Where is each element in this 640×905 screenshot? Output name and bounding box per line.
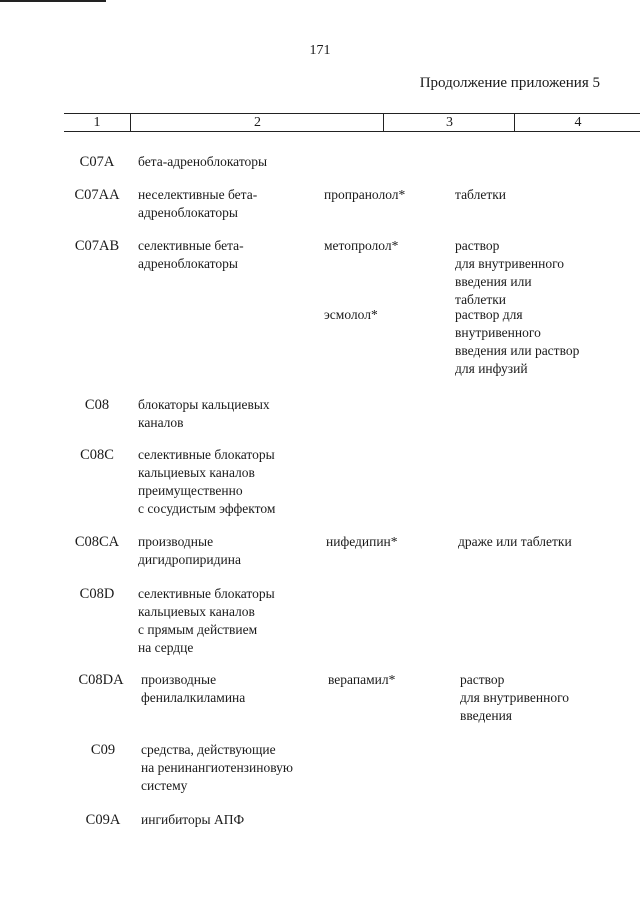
atc-code: C08CA bbox=[74, 534, 120, 550]
group-name: селективные блокаторы кальциевых каналов с прямым действием на сердце bbox=[138, 586, 275, 655]
group-name: производные фенилалкиламина bbox=[141, 672, 246, 705]
atc-code: C08 bbox=[84, 397, 110, 413]
atc-code: C08D bbox=[79, 586, 115, 602]
dosage-form: таблетки bbox=[455, 187, 507, 202]
dosage-form: раствор для внутривенного введения bbox=[460, 672, 570, 723]
column-header-3: 3 bbox=[383, 114, 515, 131]
group-name: производные дигидропиридина bbox=[138, 534, 241, 567]
group-name: блокаторы кальциевых каналов bbox=[138, 397, 270, 430]
column-header-1: 1 bbox=[93, 115, 101, 130]
group-name: селективные блокаторы кальциевых каналов преимущественно с сосудистым эффектом bbox=[138, 447, 276, 516]
table-column-header bbox=[64, 113, 640, 132]
atc-code: C08C bbox=[80, 447, 114, 463]
drug-name: нифедипин* bbox=[326, 534, 398, 549]
column-header-4: 4 bbox=[514, 114, 640, 131]
dosage-form: раствор для внутривенного введения или таблетки bbox=[455, 238, 565, 307]
dosage-form: раствор для внутривенного введения или раствор для инфузий bbox=[455, 307, 580, 376]
page-number: 171 bbox=[309, 43, 331, 58]
drug-name: метопролол* bbox=[324, 238, 399, 253]
dosage-form: драже или таблетки bbox=[458, 534, 572, 549]
atc-code: C07AB bbox=[74, 238, 120, 254]
drug-name: пропранолол* bbox=[324, 187, 406, 202]
group-name: бета-адреноблокаторы bbox=[138, 154, 268, 169]
corner-rule bbox=[0, 0, 106, 2]
drug-name: эсмолол* bbox=[324, 307, 378, 322]
drug-name: верапамил* bbox=[328, 672, 396, 687]
group-name: ингибиторы АПФ bbox=[141, 812, 245, 827]
atc-code: C09A bbox=[85, 812, 121, 828]
atc-code: C09 bbox=[90, 742, 116, 758]
group-name: селективные бета- адреноблокаторы bbox=[138, 238, 244, 271]
atc-code: C07A bbox=[79, 154, 115, 170]
column-header-2: 2 bbox=[130, 114, 384, 131]
group-name: неселективные бета- адреноблокаторы bbox=[138, 187, 258, 220]
atc-code: C08DA bbox=[78, 672, 124, 688]
atc-code: C07AA bbox=[74, 187, 120, 203]
continuation-label: Продолжение приложения 5 bbox=[419, 75, 600, 91]
group-name: средства, действующие на ренинангиотензиновую систему bbox=[141, 742, 293, 793]
